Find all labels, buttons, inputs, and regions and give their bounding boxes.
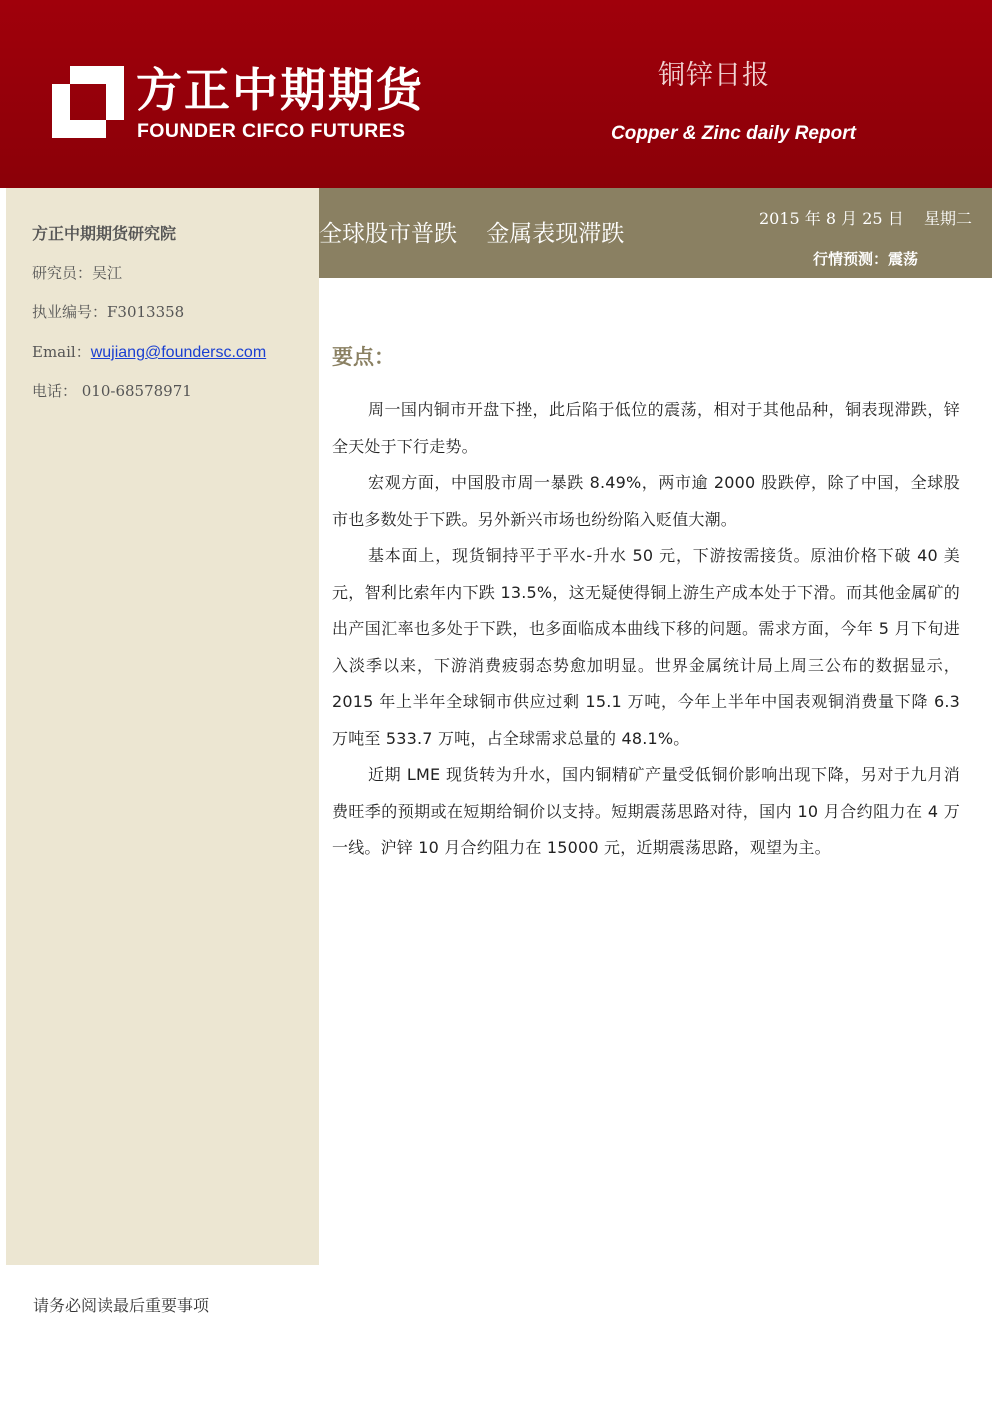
research-institute: 方正中期期货研究院 — [32, 224, 177, 243]
report-date: 2015 年 8 月 25 日 星期二 — [759, 209, 973, 228]
header-banner — [0, 0, 992, 188]
sidebar — [6, 188, 319, 1265]
market-forecast: 行情预测：震荡 — [813, 250, 919, 268]
founder-logo-icon — [52, 66, 124, 138]
paragraph: 宏观方面，中国股市周一暴跌 8.49%，两市逾 2000 股跌停，除了中国，全球股市也多数处于下跌。另外新兴市场也纷纷陷入贬值大潮。 — [332, 473, 960, 529]
disclaimer-note: 请务必阅读最后重要事项 — [33, 1296, 210, 1315]
title-band — [319, 188, 992, 278]
paragraph: 周一国内铜市开盘下挫，此后陷于低位的震荡，相对于其他品种，铜表现滞跌，锌全天处于下行走势。 — [332, 400, 960, 456]
company-name-cn: 方正中期期货 — [136, 63, 424, 117]
paragraph: 基本面上，现货铜持平于平水-升水 50 元，下游按需接货。原油价格下破 40 美元，智利比索年内下跌 13.5%，这无疑使得铜上游生产成本处于下滑。而其他金属矿的出产国汇率也多处于下跌，也多面临成本曲线下移的问题。需求方面，今年 5 月下旬进入淡季以来，下游消费疲弱态势愈加明显。世界金属统计局上周三公布的数据显示，2015 年上半年全球铜市供应过剩 15.1 万吨，今年上半年中国表观铜消费量下降 6.3 万吨至 533.7 万吨，占全球需求总量的 48.1%。 — [332, 546, 960, 748]
main-content — [332, 340, 960, 867]
key-points-heading: 要点： — [332, 345, 395, 369]
company-name-en: FOUNDER CIFCO FUTURES — [137, 120, 406, 142]
researcher-name: 研究员：吴江 — [32, 264, 123, 282]
report-title-en: Copper & Zinc daily Report — [611, 123, 856, 144]
license-number: 执业编号：F3013358 — [32, 303, 185, 321]
email-label: Email： — [32, 343, 91, 361]
email-row — [32, 342, 266, 363]
phone-number: 电话： 010-68578971 — [32, 382, 192, 400]
report-title-cn: 铜锌日报 — [658, 60, 770, 91]
paragraph: 近期 LME 现货转为升水，国内铜精矿产量受低铜价影响出现下降，另对于九月消费旺季的预期或在短期给铜价以支持。短期震荡思路对待，国内 10 月合约阻力在 4 万一线。沪锌 10 月合约阻力在 15000 元，近期震荡思路，观望为主。 — [332, 765, 960, 857]
email-link[interactable]: wujiang@foundersc.com — [90, 344, 267, 361]
headline: 全球股市普跌 金属表现滞跌 — [319, 221, 625, 247]
